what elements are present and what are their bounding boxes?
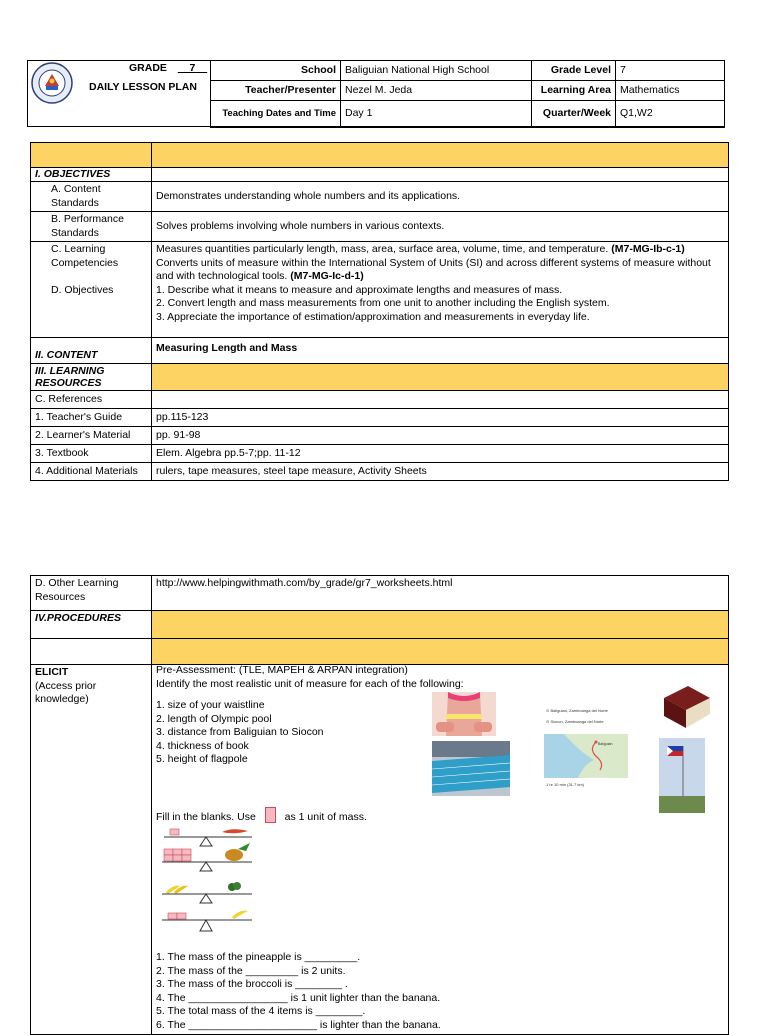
measure-item-4: 4. thickness of book xyxy=(156,739,249,752)
measure-item-2: 2. length of Olympic pool xyxy=(156,712,272,725)
grade-value: __7__ xyxy=(177,62,208,74)
fill-instruction: Fill in the blanks. Use as 1 unit of mass. xyxy=(156,807,367,825)
flagpole-image xyxy=(659,738,705,813)
map-area xyxy=(544,734,628,778)
performance-label: B. Performance Standards xyxy=(31,212,152,242)
textbook-label: 3. Textbook xyxy=(31,445,152,463)
question-6: 6. The ______________________ is lighter than the banana. xyxy=(156,1018,441,1031)
map-destination: ⊙ Siocon, Zamboanga del Norte xyxy=(546,719,604,724)
grade-level-label: Grade Level xyxy=(532,61,616,81)
map-image xyxy=(544,706,628,794)
resources-heading: III. LEARNING RESOURCES xyxy=(31,364,152,391)
measure-items xyxy=(156,699,324,767)
deped-seal-icon xyxy=(31,62,73,104)
learners-material-value: pp. 91-98 xyxy=(152,427,729,445)
dates-label: Teaching Dates and Time xyxy=(211,101,341,128)
map-caption: 1 hr 10 min (31.7 km) xyxy=(546,782,585,787)
measure-item-1: 1. size of your waistline xyxy=(156,699,265,711)
pre-assessment: Pre-Assessment: (TLE, MAPEH & ARPAN integration) xyxy=(156,664,408,676)
objectives-label: D. Objectives xyxy=(51,284,114,296)
question-4: 4. The _________________ is 1 unit lighter than the banana. xyxy=(156,991,441,1004)
question-3: 3. The mass of the broccoli is ________ . xyxy=(156,978,348,990)
quarter-value: Q1,W2 xyxy=(616,101,725,128)
competency-code-2: (M7-MG-Ic-d-1) xyxy=(290,270,364,282)
teachers-guide-label: 1. Teacher's Guide xyxy=(31,409,152,427)
olympic-pool-image xyxy=(432,741,510,796)
learners-material-label: 2. Learner's Material xyxy=(31,427,152,445)
balance-scale-3 xyxy=(160,882,255,906)
performance-value: Solves problems involving whole numbers in various contexts. xyxy=(152,212,729,242)
measure-item-3: 3. distance from Baliguian to Siocon xyxy=(156,726,324,738)
top-blank-right xyxy=(152,143,729,168)
other-resources-value: http://www.helpingwithmath.com/by_grade/gr7_worksheets.html xyxy=(152,576,729,611)
procedures-blank-right xyxy=(152,639,729,665)
objective-item-3: 3. Appreciate the importance of estimation/approximation and measurements in everyday life. xyxy=(156,310,590,323)
procedures-blank-left xyxy=(31,639,152,665)
dates-value: Day 1 xyxy=(341,101,532,128)
question-5: 5. The total mass of the 4 items is ________. xyxy=(156,1005,366,1017)
additional-materials-label: 4. Additional Materials xyxy=(31,463,152,481)
procedures-heading: IV.PROCEDURES xyxy=(31,611,152,639)
objective-item-1: 1. Describe what it means to measure and approximate lengths and measures of mass. xyxy=(156,283,563,296)
school-label: School xyxy=(211,61,341,81)
references-blank xyxy=(152,391,729,409)
competency-text-1: Measures quantities particularly length, mass, area, surface area, volume, time, and temperature. xyxy=(156,243,609,255)
objectives-heading-blank xyxy=(152,168,729,182)
competencies-cell xyxy=(31,242,152,338)
resources-blank xyxy=(152,364,729,391)
top-blank-left xyxy=(31,143,152,168)
balance-scale-4 xyxy=(160,907,255,935)
plan-title: DAILY LESSON PLAN xyxy=(89,81,197,93)
content-value: Measuring Length and Mass xyxy=(152,338,729,364)
teacher-value: Nezel M. Jeda xyxy=(341,81,532,101)
learning-area-label: Learning Area xyxy=(532,81,616,101)
header-info-table xyxy=(210,60,725,128)
question-2: 2. The mass of the _________ is 2 units. xyxy=(156,964,346,977)
content-standards-value: Demonstrates understanding whole numbers and its applications. xyxy=(152,182,729,212)
objective-item-2: 2. Convert length and mass measurements from one unit to another including the English system. xyxy=(156,297,610,309)
procedures-blank xyxy=(152,611,729,639)
competency-text-2: Converts units of measure within the International System of Units (SI) and across different systems of measure without and with technological tools. (M7-MG-Ic-d-1) xyxy=(156,256,711,282)
quarter-label: Quarter/Week xyxy=(532,101,616,128)
waistline-image xyxy=(432,692,496,736)
content-heading: II. CONTENT xyxy=(31,338,152,364)
identify-instruction: Identify the most realistic unit of measure for each of the following: xyxy=(156,677,464,690)
elicit-text xyxy=(156,664,464,691)
measure-item-5: 5. height of flagpole xyxy=(156,753,248,765)
other-resources-label: D. Other Learning Resources xyxy=(31,576,152,611)
competency-code-1: (M7-MG-Ib-c-1) xyxy=(611,243,685,255)
learning-area-value: Mathematics xyxy=(616,81,725,101)
teacher-label: Teacher/Presenter xyxy=(211,81,341,101)
competencies-value xyxy=(152,242,729,338)
unit-mass-icon xyxy=(265,807,276,823)
question-1: 1. The mass of the pineapple is _________. xyxy=(156,951,361,963)
questions-list xyxy=(156,951,441,1032)
grade-line xyxy=(129,62,215,74)
competencies-label: C. Learning Competencies xyxy=(51,243,119,269)
map-label: Baliguian xyxy=(598,742,613,746)
content-standards-label: A. Content Standards xyxy=(31,182,152,212)
school-value: Baliguian National High School xyxy=(341,61,532,81)
map-origin: ⊙ Baliguian, Zamboanga del Norte xyxy=(546,708,608,713)
balance-scale-2 xyxy=(160,843,255,875)
book-image xyxy=(662,684,712,730)
teachers-guide-value: pp.115-123 xyxy=(152,409,729,427)
elicit-heading: ELICIT xyxy=(35,666,69,678)
textbook-value: Elem. Algebra pp.5-7;pp. 11-12 xyxy=(152,445,729,463)
grade-level-value: 7 xyxy=(616,61,725,81)
additional-materials-value: rulers, tape measures, steel tape measure, Activity Sheets xyxy=(152,463,729,481)
objectives-heading: I. OBJECTIVES xyxy=(31,168,152,182)
elicit-sub: (Access prior knowledge) xyxy=(35,679,97,705)
objectives-table xyxy=(30,142,729,481)
references-label: C. References xyxy=(31,391,152,409)
elicit-cell xyxy=(31,665,152,1035)
grade-label: GRADE xyxy=(129,62,167,74)
